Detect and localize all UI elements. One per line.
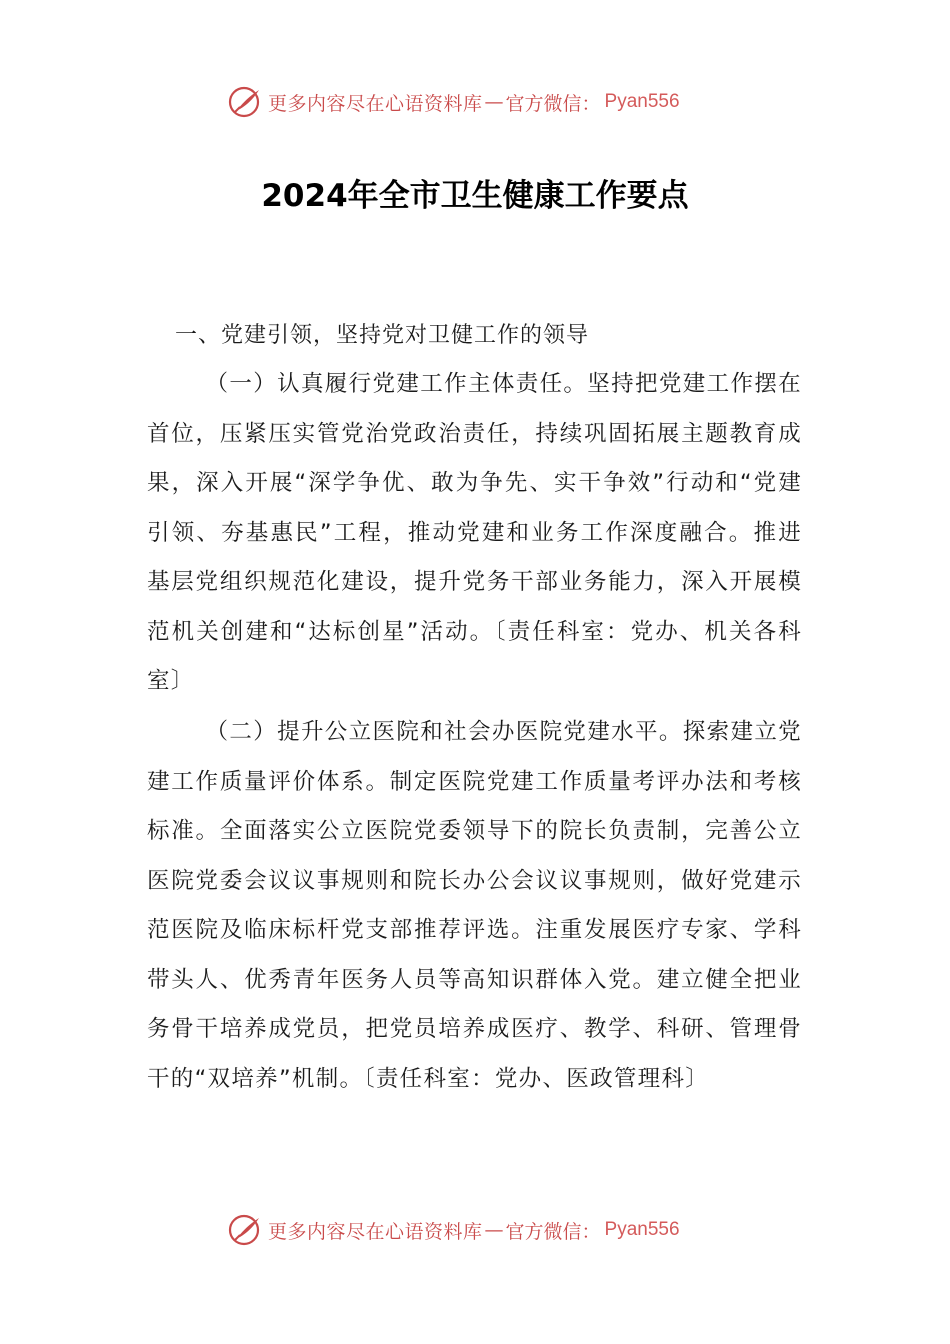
banner-brand-text: 更多内容尽在心语资料库 bbox=[268, 92, 483, 115]
document-title: 2024年全市卫生健康工作要点 bbox=[261, 178, 689, 214]
paragraph-1: （一）认真履行党建工作主体责任。坚持把党建工作摆在首位，压紧压实管党治党政治责任，持续巩固拓展主题教育成果，深入开展“深学争优、敢为争先、实干争效”行动和“党建引领、夯基惠民”工程，推动党建和业务工作深度融合。推进基层党组织规范化建设，提升党务干部业务能力，深入开展模范机关创建和“达标创星”活动。〔责任科室：党办、机关各科室〕 bbox=[147, 371, 802, 694]
footer-watermark-banner bbox=[228, 1210, 680, 1250]
banner-dash: — bbox=[484, 91, 504, 113]
banner-wechat-label: 官方微信： bbox=[505, 1220, 601, 1243]
section-heading: 一、党建引领，坚持党对卫健工作的领导 bbox=[175, 323, 590, 348]
banner-wechat-id: Pyan556 bbox=[604, 91, 680, 112]
quill-logo-icon bbox=[228, 1213, 262, 1247]
banner-wechat-label: 官方微信： bbox=[505, 92, 601, 115]
banner-brand-text: 更多内容尽在心语资料库 bbox=[268, 1220, 483, 1243]
banner-wechat-id: Pyan556 bbox=[604, 1219, 680, 1240]
header-watermark-banner bbox=[228, 82, 680, 122]
quill-logo-icon bbox=[228, 85, 262, 119]
paragraph-2: （二）提升公立医院和社会办医院党建水平。探索建立党建工作质量评价体系。制定医院党建工作质量考评办法和考核标准。全面落实公立医院党委领导下的院长负责制，完善公立医院党委会议议事规则和院长办公会议议事规则，做好党建示范医院及临床标杆党支部推荐评选。注重发展医疗专家、学科带头人、优秀青年医务人员等高知识群体入党。建立健全把业务骨干培养成党员，把党员培养成医疗、教学、科研、管理骨干的“双培养”机制。〔责任科室：党办、医政管理科〕 bbox=[147, 719, 802, 1092]
banner-dash: — bbox=[484, 1219, 504, 1241]
